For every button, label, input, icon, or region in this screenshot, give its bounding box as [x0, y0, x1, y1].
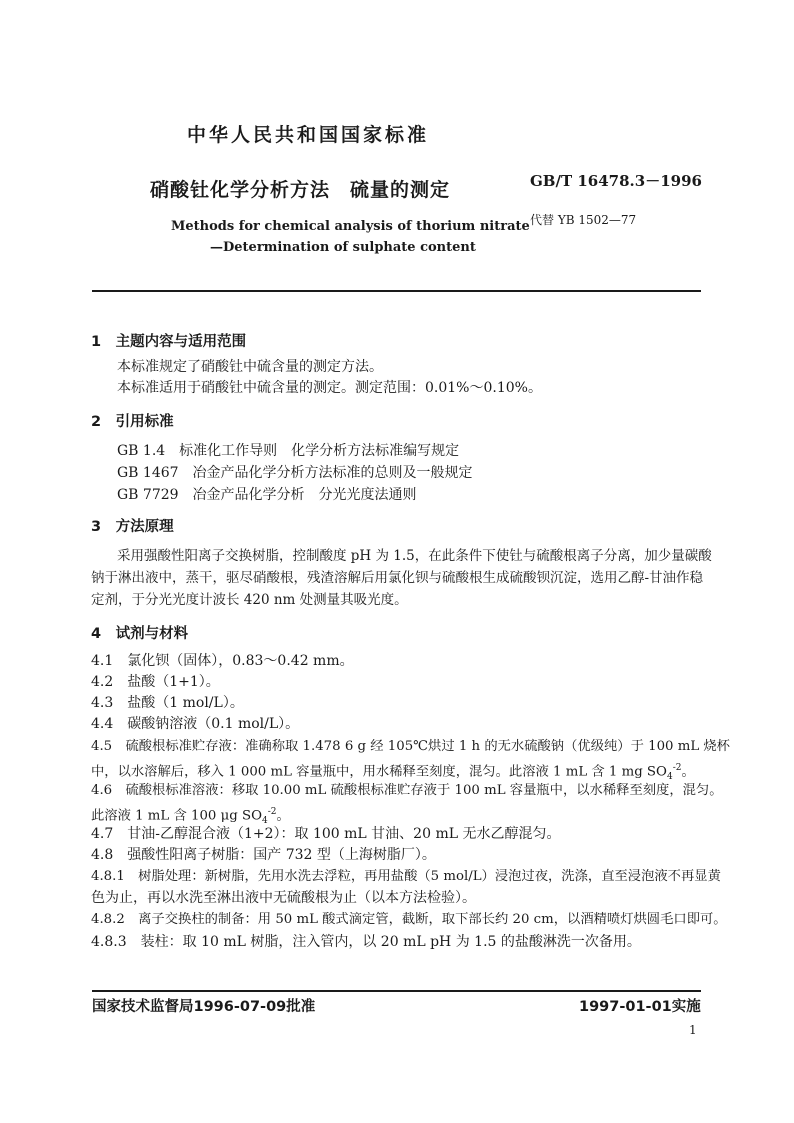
page-number: 1	[689, 1023, 697, 1037]
reagent-item-4-6-line1: 4.6 硫酸根标准溶液：移取 10.00 mL 硫酸根标准贮存液于 100 mL 容量瓶中，以水稀释至刻度，混匀。	[91, 783, 723, 798]
reagent-item-4-5-text: 中，以水溶解后，移入 1 000 mL 容量瓶中，用水稀释至刻度，混匀。此溶液 1 mL 含 1 mg SO	[91, 764, 667, 780]
footer-divider	[92, 990, 701, 992]
section-2-heading: 2 引用标准	[91, 414, 174, 430]
reference-item: GB 7729 冶金产品化学分析 分光光度法通则	[117, 487, 417, 503]
reagent-item-4-7: 4.7 甘油-乙醇混合液（1+2）：取 100 mL 甘油、20 mL 无水乙醇混匀。	[91, 826, 561, 842]
section-1-heading: 1 主题内容与适用范围	[91, 334, 247, 350]
reagent-item-4-8-1-line2: 色为止，再以水洗至淋出液中无硫酸根为止（以本方法检验）。	[91, 890, 476, 906]
header-divider	[92, 290, 701, 292]
reference-item: GB 1.4 标准化工作导则 化学分析方法标准编写规定	[117, 443, 460, 459]
sulfate-charge: -2	[267, 807, 277, 817]
document-title-cn: 硝酸钍化学分析方法 硫量的测定	[150, 179, 451, 201]
reagent-item-4-2: 4.2 盐酸（1+1）。	[91, 674, 220, 690]
reagent-item-4-8: 4.8 强酸性阳离子树脂：国产 732 型（上海树脂厂）。	[91, 847, 436, 863]
approval-date: 国家技术监督局1996-07-09批准	[92, 999, 316, 1015]
replaces-note: 代替 YB 1502—77	[530, 213, 637, 227]
reagent-item-4-5-end: 。	[681, 764, 695, 780]
sulfate-subscript: 4	[262, 816, 268, 827]
section-3-line: 钠于淋出液中，蒸干，驱尽硝酸根，残渣溶解后用氯化钡与硫酸根生成硫酸钡沉淀，选用乙醇-甘油作稳	[91, 570, 704, 586]
reference-item: GB 1467 冶金产品化学分析方法标准的总则及一般规定	[117, 465, 473, 481]
sulfate-charge: -2	[672, 763, 682, 773]
reagent-item-4-6-text: 此溶液 1 mL 含 100 μg SO	[91, 808, 262, 824]
standard-number: GB/T 16478.3－1996	[530, 172, 702, 190]
reagent-item-4-3: 4.3 盐酸（1 mol/L）。	[91, 695, 244, 711]
section-3-line: 采用强酸性阳离子交换树脂，控制酸度 pH 为 1.5，在此条件下使钍与硫酸根离子分离，加少量碳酸	[117, 548, 712, 564]
sulfate-subscript: 4	[666, 772, 673, 783]
reagent-item-4-1: 4.1 氯化钡（固体），0.83～0.42 mm。	[91, 653, 354, 669]
reagent-item-4-8-2: 4.8.2 离子交换柱的制备：用 50 mL 酸式滴定管，截断，取下部长约 20 cm，以酒精喷灯烘圆毛口即可。	[91, 912, 727, 927]
reagent-item-4-4: 4.4 碳酸钠溶液（0.1 mol/L）。	[91, 716, 300, 732]
reagent-item-4-6-end: 。	[276, 808, 290, 824]
document-title-en-line1: Methods for chemical analysis of thorium nitrate	[171, 219, 530, 234]
document-title-en-line2: —Determination of sulphate content	[210, 240, 476, 255]
section-1-paragraph-2: 本标准适用于硝酸钍中硫含量的测定。测定范围：0.01%～0.10%。	[117, 380, 542, 396]
reagent-item-4-5-line1: 4.5 硫酸根标准贮存液：准确称取 1.478 6 g 经 105℃烘过 1 h 的无水硫酸钠（优级纯）于 100 mL 烧杯	[91, 739, 730, 754]
effective-date: 1997-01-01实施	[579, 999, 701, 1015]
section-3-heading: 3 方法原理	[91, 519, 174, 535]
section-1-paragraph-1: 本标准规定了硝酸钍中硫含量的测定方法。	[117, 359, 383, 375]
org-title: 中华人民共和国国家标准	[187, 124, 430, 146]
reagent-item-4-8-1-line1: 4.8.1 树脂处理：新树脂，先用水洗去浮粒，再用盐酸（5 mol/L）浸泡过夜，洗涤，直至浸泡液不再显黄	[91, 869, 721, 884]
reagent-item-4-8-3: 4.8.3 装柱：取 10 mL 树脂，注入管内，以 20 mL pH 为 1.5 的盐酸淋洗一次备用。	[91, 934, 641, 950]
section-4-heading: 4 试剂与材料	[91, 626, 189, 642]
section-3-line: 定剂，于分光光度计波长 420 nm 处测量其吸光度。	[91, 592, 408, 608]
